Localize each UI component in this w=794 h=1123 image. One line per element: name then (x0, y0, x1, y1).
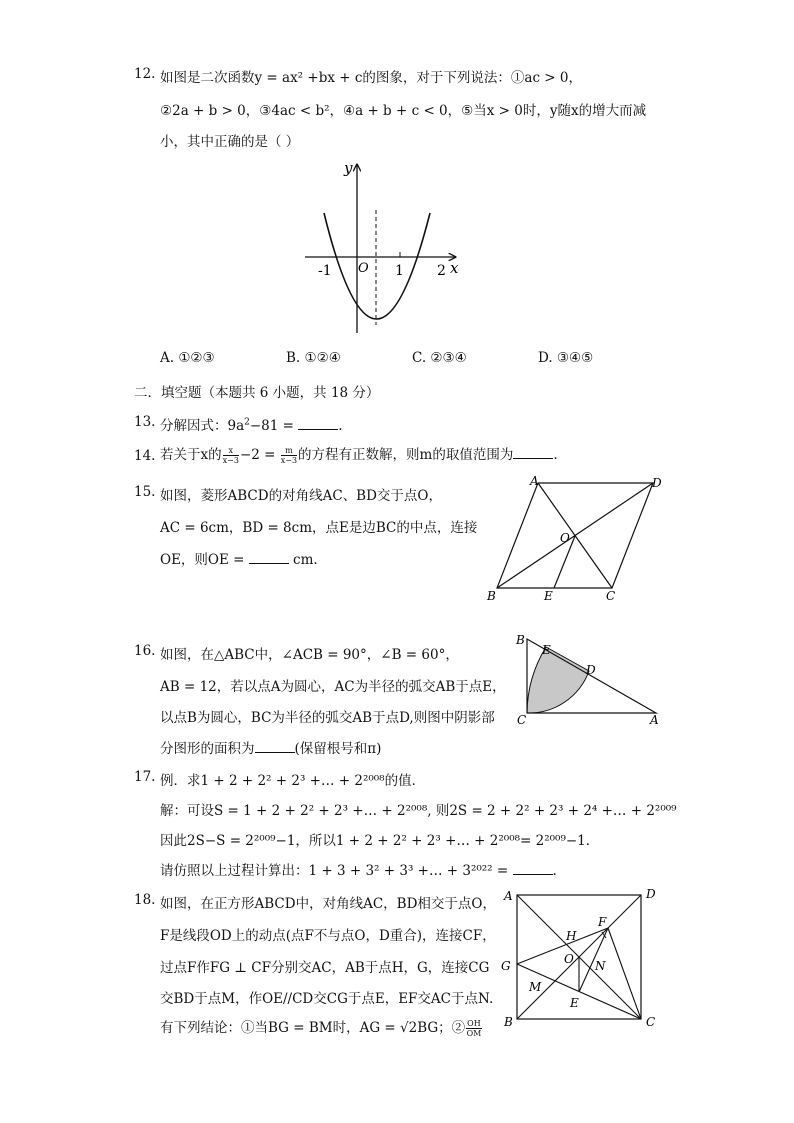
q17-line2: 解：可设S = 1 + 2 + 2² + 2³ +… + 2²⁰⁰⁸, 则2S = 2 + 2² + 2³ + 2⁴ +… + 2²⁰⁰⁹ (160, 803, 677, 819)
q15-answer-blank (249, 563, 289, 564)
q14-frac1-den: x−3 (222, 456, 239, 465)
q16-line1: 如图，在△ABC中，∠ACB = 90°，∠B = 60°， (160, 647, 459, 663)
q16-line4 (160, 737, 381, 757)
q14-number: 14. (134, 448, 156, 464)
q16-line4b: (保留根号和π) (294, 741, 382, 757)
q18-line2: F是线段OD上的动点(点F不与点O，D重合)，连接CF， (160, 928, 496, 944)
q18-label-o: O (564, 952, 574, 966)
q15-line3 (160, 548, 318, 568)
q15-label-o: O (560, 531, 570, 545)
q15-label-b: B (487, 589, 496, 603)
q16-number: 16. (134, 643, 156, 659)
q12-graph-tick-1: 1 (395, 263, 404, 279)
q16-triangle-figure (510, 628, 670, 728)
q12-parabola-graph (300, 155, 470, 340)
q15-line3a: OE，则OE = (160, 552, 249, 568)
q16-label-e: E (542, 643, 551, 657)
q17-line4 (160, 859, 557, 879)
q13-text-b: −81 = (249, 418, 299, 434)
q14-text-c: 的方程有正数解，则m的取值范围为 (298, 447, 514, 463)
q12-graph-origin: O (358, 261, 369, 276)
q14-text-b: −2 = (239, 447, 280, 463)
q12-graph-x-label: x (450, 259, 459, 277)
q13-text: 分解因式：$9a^2-81$ = . (160, 417, 343, 434)
q18-label-e: E (570, 996, 579, 1010)
q14-answer-blank (513, 458, 553, 459)
q13-text-a: 分解因式：9a (160, 418, 245, 434)
q17-line4a: 请仿照以上过程计算出：1 + 3 + 3² + 3³ +… + 3²⁰²² = (160, 863, 513, 879)
q15-line3b: cm. (288, 552, 318, 568)
q14-text (160, 443, 558, 465)
q13-end: . (338, 418, 343, 434)
q18-label-f: F (598, 915, 607, 929)
q14-frac2-den: x−3 (280, 456, 298, 465)
q17-line3: 因此2S−S = 2²⁰⁰⁹−1，所以1 + 2 + 2² + 2³ +… + 2²⁰⁰⁸= 2²⁰⁰⁹−1． (160, 833, 600, 849)
q17-answer-blank (513, 874, 553, 875)
q12-line2: ②2a + b > 0，③4ac < b²，④a + b + c < 0，⑤当x > 0时，y随x的增大而减 (160, 103, 647, 119)
q18-frac-den: OM (466, 1029, 482, 1038)
q18-label-b: B (504, 1015, 513, 1029)
q16-label-d: D (586, 663, 596, 677)
q12-graph-tick-2: 2 (437, 263, 446, 279)
q18-label-g: G (501, 959, 511, 973)
q16-label-b: B (516, 633, 525, 647)
q18-number: 18. (134, 892, 156, 908)
q12-option-b: B. ①②④ (286, 350, 341, 366)
q12-graph-y-label: y (344, 159, 353, 177)
q15-label-d: D (652, 476, 662, 490)
q14-frac2-num: m (281, 446, 297, 456)
q18-line3: 过点F作FG ⊥ CF分别交AC，AB于点H，G，连接CG (160, 960, 490, 976)
q12-option-a: A. ①②③ (160, 350, 215, 366)
q12-line1: 如图是二次函数y = ax² +bx + c的图象，对于下列说法：①ac > 0， (160, 70, 582, 86)
q12-option-c: C. ②③④ (412, 350, 467, 366)
q18-label-n: N (595, 959, 606, 973)
q13-answer-blank (298, 429, 338, 430)
q18-frac-num: OH (467, 1019, 481, 1028)
q14-frac1-num: x (223, 446, 239, 456)
q12-option-d: D. ③④⑤ (538, 350, 594, 366)
q15-line1: 如图，菱形ABCD的对角线AC、BD交于点O， (160, 488, 442, 504)
q15-rhombus-figure (480, 470, 680, 605)
q13-number: 13. (134, 414, 156, 430)
q16-label-c: C (517, 713, 527, 727)
q16-line3: 以点B为圆心，BC为半径的弧交AB于点D,则图中阴影部 (160, 710, 495, 726)
q18-label-m: M (529, 980, 542, 994)
q18-label-a: A (504, 889, 513, 903)
q18-square-figure (498, 882, 668, 1032)
q17-number: 17. (134, 769, 156, 785)
section-heading: 二．填空题（本题共 6 小题，共 18 分） (134, 385, 380, 401)
q16-line2: AB = 12，若以点A为圆心，AC为半径的弧交AB于点E， (160, 679, 506, 695)
q18-fraction (466, 1019, 482, 1038)
q14-text-a: 若关于x的 (160, 447, 222, 463)
q16-label-a: A (650, 713, 659, 727)
q18-label-d: D (646, 887, 656, 901)
q14-end: . (553, 447, 558, 463)
q12-number: 12. (134, 66, 156, 82)
q15-number: 15. (134, 484, 156, 500)
q15-label-e: E (544, 589, 553, 603)
q17-line1: 例．求1 + 2 + 2² + 2³ +… + 2²⁰⁰⁸的值． (160, 773, 426, 789)
q17-line4b: . (552, 863, 557, 879)
q18-line1: 如图，在正方形ABCD中，对角线AC，BD相交于点O， (160, 896, 496, 912)
q18-label-c: C (646, 1015, 656, 1029)
q18-label-h: H (566, 929, 577, 943)
q15-line2: AC = 6cm，BD = 8cm，点E是边BC的中点，连接 (160, 520, 478, 536)
q14-fraction-2 (281, 446, 297, 465)
q16-answer-blank (255, 752, 295, 753)
q16-line4a: 分图形的面积为 (160, 741, 255, 757)
q12-graph-tick-neg1: -1 (318, 263, 332, 279)
q12-line3: 小，其中正确的是（ ） (160, 134, 300, 150)
q18-line5 (160, 1016, 483, 1038)
q15-label-c: C (606, 589, 616, 603)
q18-line4: 交BD于点M，作OE//CD交CG于点E，EF交AC于点N. (160, 991, 494, 1007)
q15-label-a: A (530, 474, 539, 488)
q14-fraction-1 (223, 446, 239, 465)
q18-line5a: 有下列结论：①当BG = BM时，AG = √2BG；② (160, 1020, 466, 1036)
